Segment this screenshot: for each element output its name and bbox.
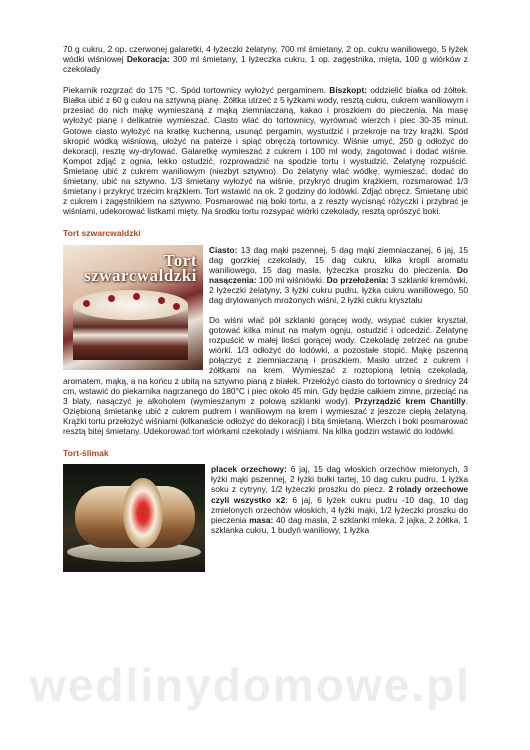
section-heading-tort-szwarcwaldzki: Tort szwarcwaldzki [63,228,141,239]
watermark: wedlinydomowe.pl [30,659,471,711]
document-page [63,44,468,575]
roll-cake-photo [63,464,205,572]
cake-photo [63,245,203,370]
method-paragraph-szwarcwaldzki: Do wiśni wlać pół szklanki gorącej wody, wsypać cukier kryształ, gotować kilka minut na małym ognju, ostudzić i odcedzić. Żelatynę rozpuścić w małej ilości gorącej wody. Czekoladę zetrzeć na grube wiórki. 1/3 odłożyć do lodówki, a pozostałe stopić. Mąkę pszenną połączyć z ziemniaczaną i proszkiem. Masło utrzeć z cukrem i żółtkami na krem. Wymieszać z roztopioną letnią czekoladą, aromatem, mąką, a na końcu z ubitą na sztywno pianą z białek. Przełożyć ciasto do tortownicy o średnicy 24 cm, wstawić do piekarnika nagrzanego do 180°C i piec około 45 min. Gdy będzie całkiem zimne, przeciąć na 3 blaty, nasączyć je alkoholem (wymieszanym z połową szklanki wody). Przyrządzić krem Chantilly. Oziębioną śmietankę ubić z cukrem pudrem i waniliowym na krem i wymieszać z jeszcze ciepłą żelatyną. Krążki tortu przełożyć wiśniami (kilkanaście odłożyć do dekoracji) i bitą śmietaną. Wierzch i boki posmarować resztą bitej śmietany. Udekorować tort wiórkami czekolady i wiśniami. Na kilka godzin wstawić do lodówki. [63,315,468,436]
section-heading-tort-slimak: Tort-ślimak [63,447,109,458]
method-paragraph: Piekarnik rozgrzać do 175 °C. Spód tortownicy wyłożyć pergaminem. Biszkopt: oddzielić białka od żółtek. Białka ubić z 60 g cukru na sztywną pianę. Żółtka utrzeć z 5 łyżkami wody, resztą cukru, cukrem waniliowym i przesiać do nich mąkę wymieszaną z mąką ziemniaczaną, kakao i proszkiem do pieczenia. Na masę wyłożyć pianę i delikatnie wymieszać. Ciasto wlać do tortownicy, wyrównać wierzch i piec 30-35 minut. Gotowe ciasto wyłożyć na kratkę kuchenną, usunąć pergamin, wystudzić i przekroje na trzy krążki. Spód skropić wódką wiśniową, ułożyć na paterze i spiąć obręczą tortownicy. Wiśnie umyć, 250 g odłożyć do dekoracji, resztę wy-drylować. Galaretkę wymieszać z cukrem i 100 ml wody, zagotować i dodać wiśnie. Kompot zdjąć z ognia, lekko ostudzić, rozprowadzić na spodzie tortu i wystudzić. Żelatynę rozpuścić. Śmietanę ubić z cukrem waniliowym (niezbyt sztywno). Do żelatyny wlać wódkę, wymieszać, dodać do śmietany, ubić na sztywno. 1/3 śmietany wyłożyć na wiśnie, przykryć drugim krążkiem, rozsmarować 1/3 śmietany i przykryć trzecim krążkiem. Tort wstawić na ok. 2 godziny do lodówki. Zdjąć obręcz. Śmietanę ubić z cukrem i zagęstnikiem na sztywno. Posmarować nią boki tortu, a z reszty wycisnąć różyczki i przybrać je wiśniami, udekorować listkami mięty. Na środku tortu rozsypać wiórki czekolady, resztą oprószyć boki. [63,85,468,217]
ingredients-paragraph-slimak: placek orzechowy: 6 jaj, 15 dag włoskich orzechów mielonych, 3 łyżki mąki pszennej, 2 łyżki bułki tartej, 10 dag cukru pudru, 1 łyżka soku z cytryny, 1/2 łyżeczki proszku do piecz. 2 rolady orzechowe czyli wszystko x2: 6 jaj, 6 łyżek cukru pudru -10 dag, 10 dag zmielonych orzechów włoskich, 4 łyżki mąki, 1/2 łyżeczki proszku do pieczenia masa: 40 dag masła, 2 szklanki mleka, 2 jajka, 2 żółtka, 1 szklanka cukru, 1 budyń waniliowy, 1 łyżka [211,464,468,535]
section-tort-szwarcwaldzki [63,245,468,436]
ingredients-paragraph: Ciasto: 13 dag mąki pszennej, 5 dag mąki ziemniaczanej, 6 jaj, 15 dag gorzkiej czekolady, 15 dag cukru, kilka kropli aromatu waniliowego, 15 dag masła, łyżeczka proszku do pieczenia. Do nasączenia: 100 ml wiśniówki. Do przełożenia: 3 szklanki kremówki, 2 łyżeczki żelatyny, 3 łyżki cukru pudru, łyżka cukru waniliowego, 50 dag drylowanych mrożonych wiśni, 2 łyżki cukru kryształu [209,244,468,305]
intro-paragraph: 70 g cukru, 2 op. czerwonej galaretki, 4 łyżeczki żelatyny, 700 ml śmietany, 2 op. cukru waniliowego, 5 łyżek wódki wiśniowej Dekoracja: 300 ml śmietany, 1 łyżeczka cukru, 1 op. zagęstnika, mięta, 100 g wiórków z czekolady [63,44,468,75]
photo-title: Tort szwarcwaldzki [84,250,197,285]
section-tort-slimak [63,464,468,535]
